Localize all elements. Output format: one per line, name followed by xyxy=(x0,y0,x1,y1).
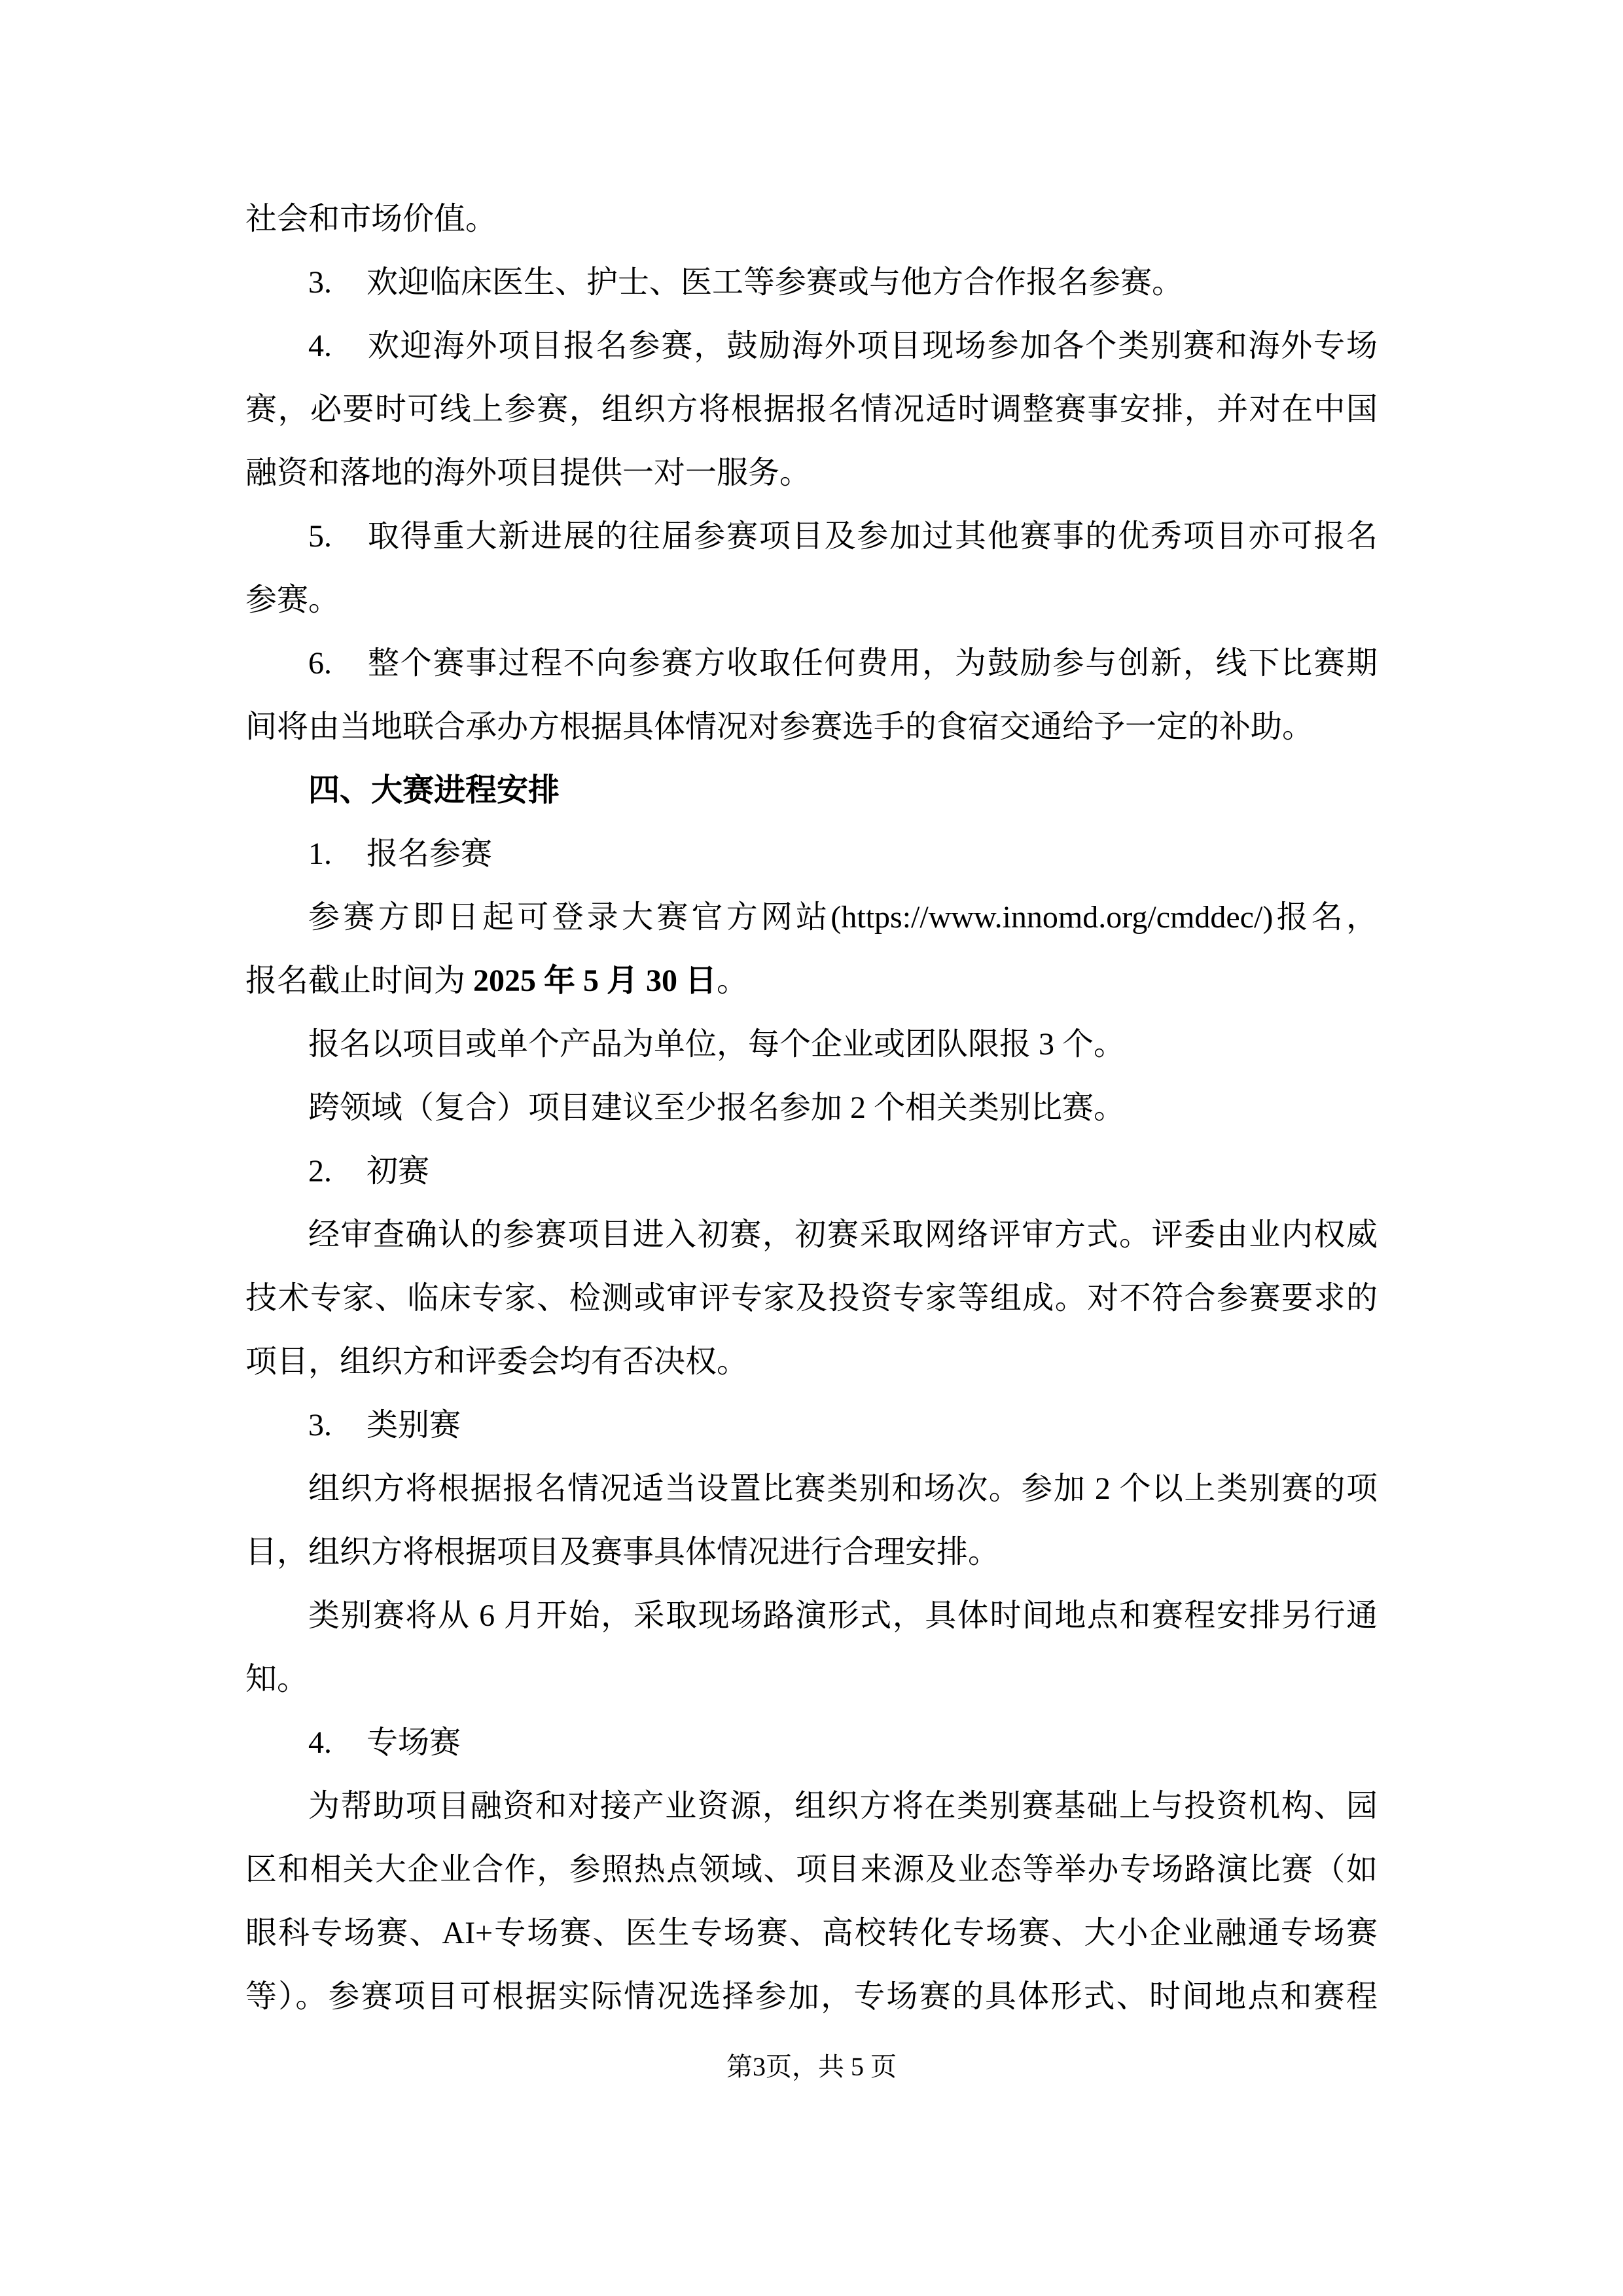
text-segment: 跨领域（复合）项目建议至少报名参加 2 个相关类别比赛。 xyxy=(308,1090,1126,1125)
text-segment: 欢迎海外项目报名参赛，鼓励海外项目现场参加各个类别赛和海外专场 xyxy=(366,329,1378,363)
text-line xyxy=(245,1647,1378,1711)
website-url: https://www.innomd.org/cmddec/ xyxy=(841,900,1263,935)
text-segment: 区和相关大企业合作，参照热点领域、项目来源及业态等举办专场路演比赛（如 xyxy=(245,1852,1378,1887)
text-segment: 报名截止时间为 xyxy=(245,963,474,998)
text-line xyxy=(245,695,1378,759)
text-segment: 眼科专场赛、AI+专场赛、医生专场赛、高校转化专场赛、大小企业融通专场赛 xyxy=(245,1916,1378,1950)
text-line xyxy=(245,822,1378,886)
text-line xyxy=(245,187,1378,251)
text-segment: 整个赛事过程不向参赛方收取任何费用，为鼓励参与创新，线下比赛期 xyxy=(366,646,1378,681)
list-number: 1. xyxy=(308,836,332,871)
text-segment: 初赛 xyxy=(366,1154,430,1189)
text-line xyxy=(245,378,1378,441)
text-line xyxy=(245,568,1378,632)
text-line xyxy=(245,251,1378,314)
list-number: 4. xyxy=(308,329,332,363)
text-segment: )报名， xyxy=(1262,900,1378,935)
text-line xyxy=(245,1139,1378,1203)
text-line xyxy=(245,1584,1378,1647)
document-body xyxy=(245,187,1378,2028)
text-segment: 目，组织方将根据项目及赛事具体情况进行合理安排。 xyxy=(245,1535,1000,1570)
text-segment: 间将由当地联合承办方根据具体情况对参赛选手的食宿交通给予一定的补助。 xyxy=(245,709,1314,744)
text-line xyxy=(245,1076,1378,1139)
page-number-text: 第3页，共 5 页 xyxy=(726,2052,897,2081)
text-segment: 知。 xyxy=(245,1662,309,1696)
text-line xyxy=(245,1774,1378,1838)
list-number: 2. xyxy=(308,1154,332,1189)
text-segment: 组织方将根据报名情况适当设置比赛类别和场次。参加 2 个以上类别赛的项 xyxy=(308,1471,1378,1506)
text-segment: 2025 年 5 月 30 日 xyxy=(473,963,717,998)
text-segment: 欢迎临床医生、护士、医工等参赛或与他方合作报名参赛。 xyxy=(366,265,1184,300)
text-line xyxy=(245,1330,1378,1393)
text-line xyxy=(245,1457,1378,1520)
list-number: 6. xyxy=(308,646,332,681)
text-segment: 参赛方即日起可登录大赛官方网站( xyxy=(308,900,842,935)
section-heading xyxy=(245,759,1378,822)
text-line xyxy=(245,1965,1378,2028)
text-line xyxy=(245,1711,1378,1774)
text-line xyxy=(245,314,1378,378)
text-segment: 报名以项目或单个产品为单位，每个企业或团队限报 3 个。 xyxy=(308,1027,1126,1062)
text-line xyxy=(245,1203,1378,1266)
text-line xyxy=(245,441,1378,505)
text-line xyxy=(245,1393,1378,1457)
text-line xyxy=(245,632,1378,695)
list-number: 3. xyxy=(308,1408,332,1443)
text-segment: 类别赛将从 6 月开始，采取现场路演形式，具体时间地点和赛程安排另行通 xyxy=(308,1598,1378,1633)
text-segment: 社会和市场价值。 xyxy=(245,202,497,236)
text-segment: 报名参赛 xyxy=(366,836,493,871)
text-segment: 赛，必要时可线上参赛，组织方将根据报名情况适时调整赛事安排，并对在中国 xyxy=(245,392,1378,427)
text-segment: 为帮助项目融资和对接产业资源，组织方将在类别赛基础上与投资机构、园 xyxy=(308,1789,1378,1823)
text-line xyxy=(245,1520,1378,1584)
text-segment: 专场赛 xyxy=(366,1725,461,1760)
text-segment: 参赛。 xyxy=(245,583,340,617)
text-line xyxy=(245,1266,1378,1330)
text-segment: 类别赛 xyxy=(366,1408,461,1443)
text-segment: 项目，组织方和评委会均有否决权。 xyxy=(245,1344,749,1379)
list-number: 5. xyxy=(308,519,332,554)
text-line xyxy=(245,1838,1378,1901)
text-line xyxy=(245,505,1378,568)
text-line xyxy=(245,886,1378,949)
list-number: 4. xyxy=(308,1725,332,1760)
text-segment: 取得重大新进展的往届参赛项目及参加过其他赛事的优秀项目亦可报名 xyxy=(366,519,1378,554)
text-segment: 融资和落地的海外项目提供一对一服务。 xyxy=(245,456,812,490)
text-segment: 经审查确认的参赛项目进入初赛，初赛采取网络评审方式。评委由业内权威 xyxy=(308,1217,1378,1252)
text-line xyxy=(245,1901,1378,1965)
page-footer xyxy=(0,2047,1623,2087)
text-segment: 等）。参赛项目可根据实际情况选择参加，专场赛的具体形式、时间地点和赛程 xyxy=(245,1979,1378,2014)
text-segment: 。 xyxy=(717,963,749,998)
text-segment: 技术专家、临床专家、检测或审评专家及投资专家等组成。对不符合参赛要求的 xyxy=(245,1281,1378,1316)
text-segment: 四、大赛进程安排 xyxy=(308,773,560,808)
text-line xyxy=(245,949,1378,1013)
text-line xyxy=(245,1013,1378,1076)
list-number: 3. xyxy=(308,265,332,300)
